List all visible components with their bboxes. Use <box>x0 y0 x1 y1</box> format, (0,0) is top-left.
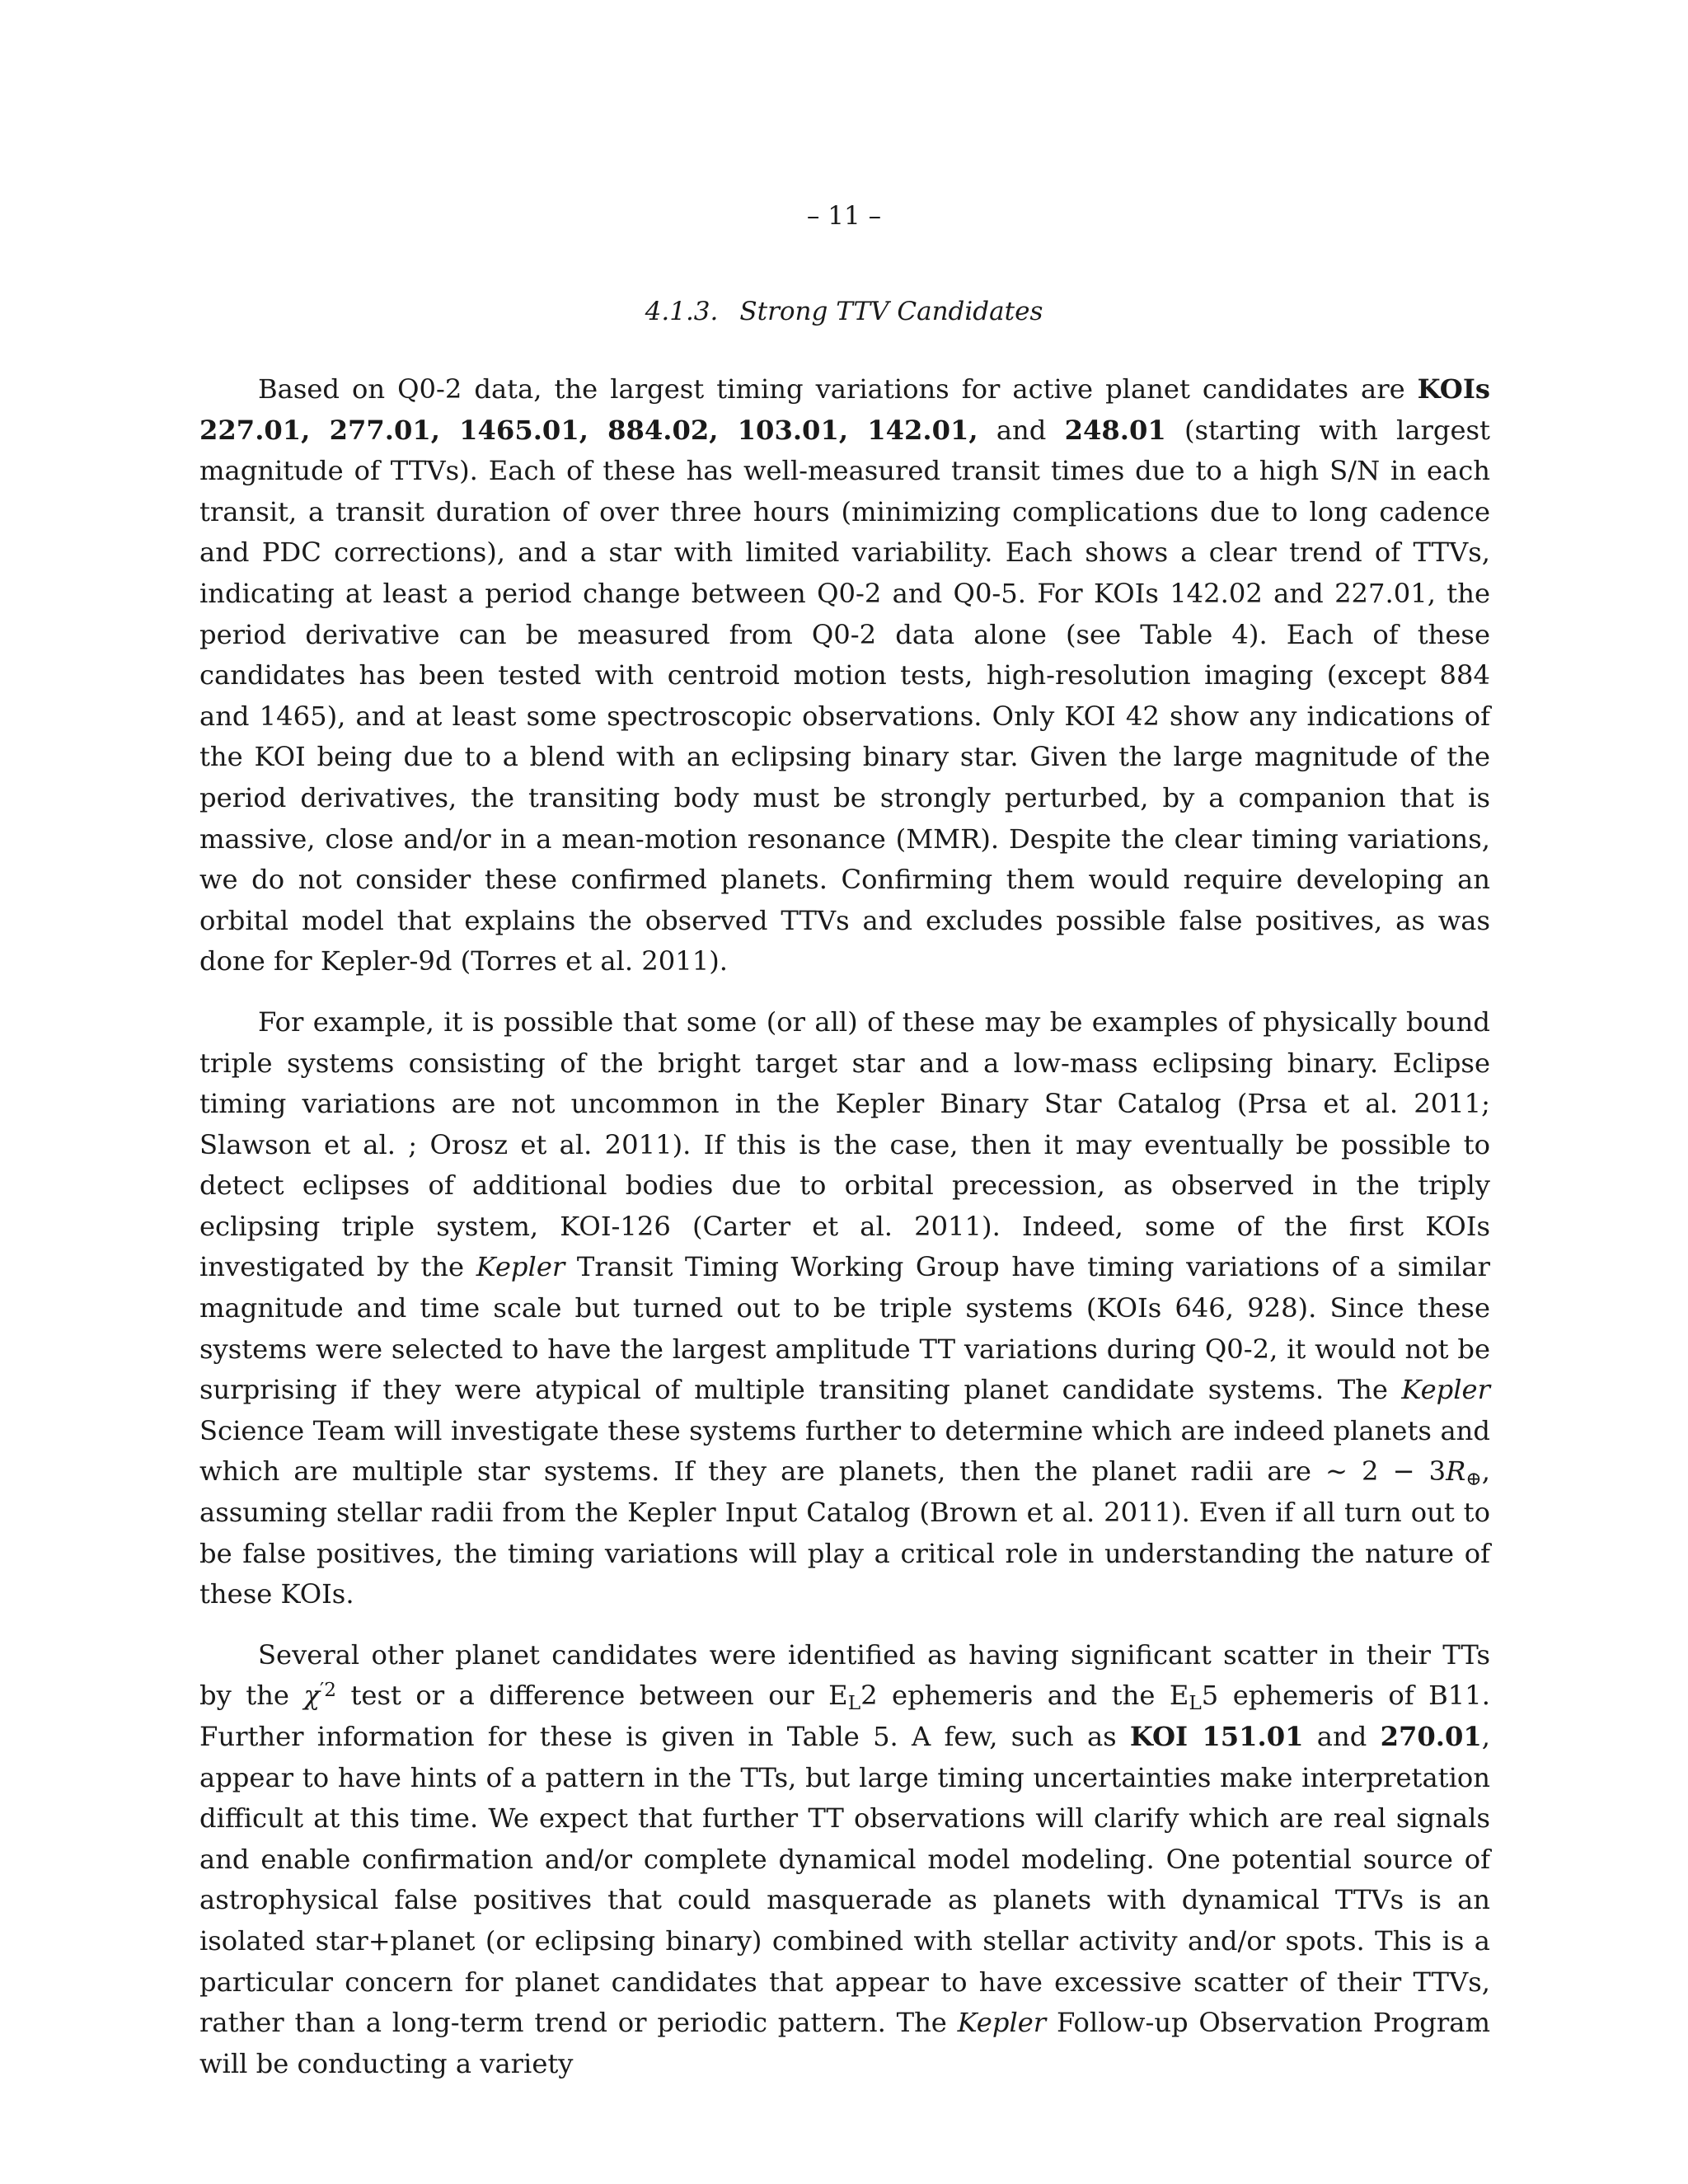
paragraph-text: (starting with largest magnitude of TTVs). Each of these has well-measured transit times due to a high S/N in each transit, a transit duration of over three hours (minimizing complications due to long cadence and PDC corrections), and a star with limited variability. Each shows a clear trend of TTVs, indicating at least a period change between Q0-2 and Q0-5. For KOIs 142.02 and 227.01, the period derivative can be measured from Q0-2 data alone (see Table 4). Each of these candidates has been tested with centroid motion tests, high-resolution imaging (except 884 and 1465), and at least some spectroscopic observations. Only KOI 42 show any indications of the KOI being due to a blend with an eclipsing binary star. Given the large magnitude of the period derivatives, the transiting body must be strongly perturbed, by a companion that is massive, close and/or in a mean-motion resonance (MMR). Despite the clear timing variations, we do not consider these confirmed planets. Confirming them would require developing an orbital model that explains the observed TTVs and excludes possible false positives, as was done for Kepler-9d (Torres et al. 2011). <box>199 414 1490 977</box>
section-heading <box>0 295 1688 328</box>
body-text <box>199 369 1490 2104</box>
paragraph-text: test or a difference between our E <box>335 1680 848 1712</box>
page-number: – 11 – <box>806 201 882 231</box>
paragraph-text: , assuming stellar radii from the Kepler Input Catalog (Brown et al. 2011). Even if all turn out to be false positives, the timing variations will play a critical role in understanding the nature of these KOIs. <box>199 1455 1490 1610</box>
paragraph-text: Science Team will investigate these systems further to determine which are indeed planets and which are multiple star systems. If they are planets, then the planet radii are ∼ 2 − 3 <box>199 1414 1490 1488</box>
paragraph-text: Follow-up Observation Program will be conducting a variety <box>199 2007 1490 2079</box>
math-radius-symbol: R <box>1446 1455 1466 1488</box>
paragraph-strong-ttv-candidates <box>199 369 1490 982</box>
paragraph-text: 2 ephemeris and the E <box>860 1680 1189 1712</box>
paragraph-text: Transit Timing Working Group have timing variations of a similar magnitude and time scale but turned out to be triple systems (KOIs 646, 928). Since these systems were selected to have the largest amplitude TT variations during Q0-2, it would not be surprising if they were atypical of multiple transiting planet candidate systems. The <box>199 1251 1490 1406</box>
section-number: 4.1.3. <box>645 297 719 326</box>
paragraph-text: 5 ephemeris of B11. Further information for these is given in Table 5. A few, such as <box>199 1680 1490 1752</box>
math-subscript-l: L <box>1189 1692 1202 1715</box>
koi-bold: 248.01 <box>1064 414 1166 446</box>
paragraph-other-candidates <box>199 1635 1490 2085</box>
mission-name-italic: Kepler <box>1401 1374 1490 1406</box>
koi-list-bold: KOIs 227.01, 277.01, 1465.01, 884.02, 103.01, 142.01, <box>199 373 1490 446</box>
math-earth-subscript: ⊕ <box>1465 1468 1482 1491</box>
section-title: Strong TTV Candidates <box>739 297 1043 326</box>
paragraph-text: Based on Q0-2 data, the largest timing variations for active planet candidates are <box>258 373 1418 405</box>
paragraph-text: and <box>1303 1721 1381 1752</box>
paragraph-text: For example, it is possible that some (or all) of these may be examples of physically bound triple systems consisting of the bright target star and a low-mass eclipsing binary. Eclipse timing variations are not uncommon in the Kepler Binary Star Catalog (Prsa et al. 2011; Slawson et al. ; Orosz et al. 2011). If this is the case, then it may eventually be possible to detect eclipses of additional bodies due to orbital precession, as observed in the triply eclipsing triple system, KOI-126 (Carter et al. 2011). Indeed, some of the first KOIs investigated by the <box>199 1005 1490 1283</box>
koi-bold: 270.01 <box>1380 1721 1482 1752</box>
mission-name-italic: Kepler <box>476 1251 565 1283</box>
koi-bold: KOI 151.01 <box>1129 1721 1304 1752</box>
mission-name-italic: Kepler <box>957 2007 1047 2039</box>
paragraph-text: and <box>978 414 1065 446</box>
math-chi-symbol: χ <box>303 1680 320 1712</box>
math-subscript-l: L <box>847 1692 861 1715</box>
paragraph-text: , appear to have hints of a pattern in the TTs, but large timing uncertainties make interpretation difficult at this time. We expect that further TT observations will clarify which are real signals and enable confirmation and/or complete dynamical model modeling. One potential source of astrophysical false positives that could masquerade as planets with dynamical TTVs is an isolated star+planet (or eclipsing binary) combined with stellar activity and/or spots. This is a particular concern for planet candidates that appear to have excessive scatter of their TTVs, rather than a long-term trend or periodic pattern. The <box>199 1721 1490 2039</box>
paragraph-text: Several other planet candidates were identified as having significant scatter in their TTs by the <box>199 1638 1490 1712</box>
math-chi-superscript: ′2 <box>319 1678 336 1701</box>
paragraph-triple-systems <box>199 1002 1490 1615</box>
